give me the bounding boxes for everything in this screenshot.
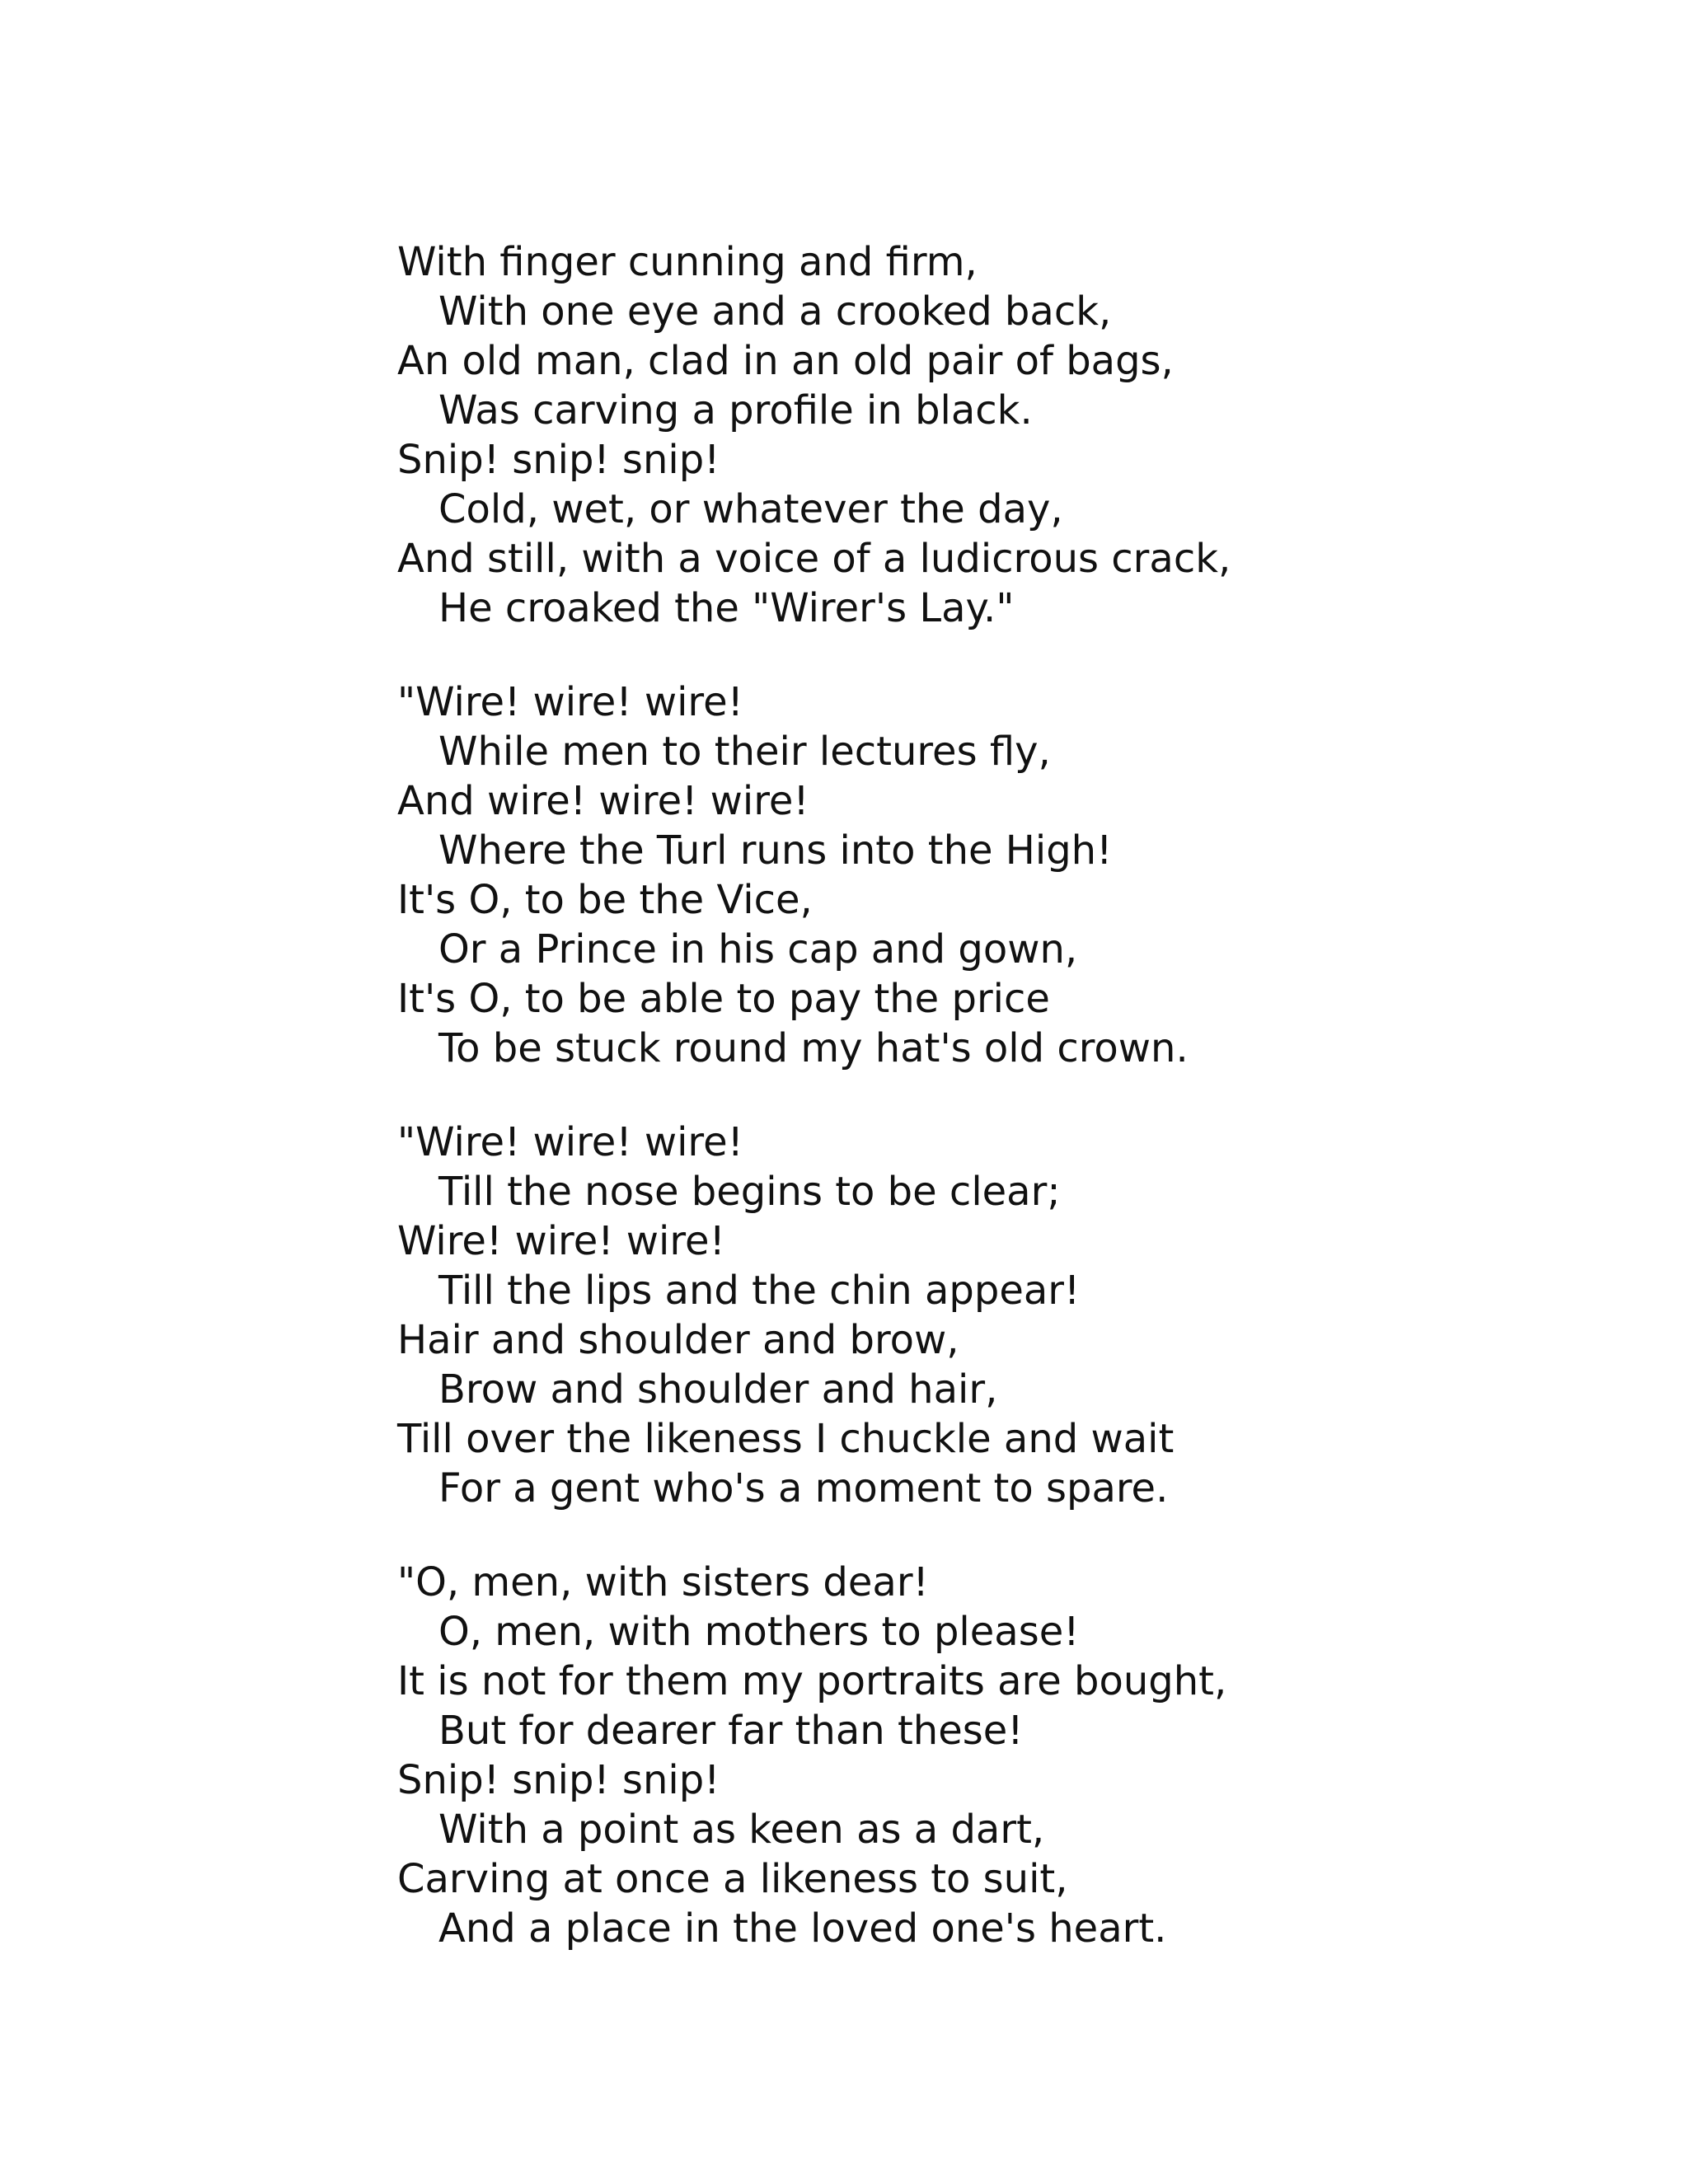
poem-line: "Wire! wire! wire! bbox=[397, 679, 743, 725]
poem-line: Snip! snip! snip! bbox=[397, 1757, 720, 1803]
poem-line: While men to their lectures fly, bbox=[438, 729, 1051, 775]
stanza-2 bbox=[397, 677, 1386, 1073]
poem-line: And wire! wire! wire! bbox=[397, 778, 809, 824]
poem-line: It's O, to be the Vice, bbox=[397, 877, 813, 923]
poem-line: And still, with a voice of a ludicrous crack, bbox=[397, 536, 1231, 582]
poem-line: Or a Prince in his cap and gown, bbox=[438, 926, 1078, 972]
poem-body bbox=[397, 237, 1386, 1998]
poem-line: And a place in the loved one's heart. bbox=[438, 1905, 1167, 1952]
poem-line: Till the nose begins to be clear; bbox=[438, 1169, 1061, 1215]
poem-line: Till the lips and the chin appear! bbox=[438, 1268, 1081, 1314]
poem-line: O, men, with mothers to please! bbox=[438, 1609, 1080, 1655]
poem-line: It's O, to be able to pay the price bbox=[397, 976, 1050, 1022]
poem-line: Cold, wet, or whatever the day, bbox=[438, 486, 1063, 532]
poem-line: With a point as keen as a dart, bbox=[438, 1807, 1045, 1853]
poem-line: An old man, clad in an old pair of bags, bbox=[397, 338, 1174, 384]
poem-line: But for dearer far than these! bbox=[438, 1708, 1024, 1754]
poem-line: Brow and shoulder and hair, bbox=[438, 1366, 998, 1413]
poem-line: "Wire! wire! wire! bbox=[397, 1119, 743, 1165]
poem-line: With one eye and a crooked back, bbox=[438, 288, 1112, 335]
poem-line: Hair and shoulder and brow, bbox=[397, 1317, 959, 1363]
poem-line: To be stuck round my hat's old crown. bbox=[438, 1025, 1189, 1071]
stanza-4 bbox=[397, 1558, 1386, 1953]
poem-line: He croaked the "Wirer's Lay." bbox=[438, 585, 1015, 631]
poem-line: With finger cunning and firm, bbox=[397, 239, 978, 285]
poem-line: "O, men, with sisters dear! bbox=[397, 1559, 929, 1605]
poem-line: Carving at once a likeness to suit, bbox=[397, 1856, 1068, 1902]
stanza-1 bbox=[397, 237, 1386, 633]
poem-line: Snip! snip! snip! bbox=[397, 437, 720, 483]
poem-line: It is not for them my portraits are bought, bbox=[397, 1658, 1227, 1704]
stanza-3 bbox=[397, 1118, 1386, 1513]
poem-line: Till over the likeness I chuckle and wait bbox=[397, 1416, 1175, 1462]
poem-line: For a gent who's a moment to spare. bbox=[438, 1465, 1169, 1511]
poem-line: Wire! wire! wire! bbox=[397, 1218, 725, 1264]
poem-line: Was carving a profile in black. bbox=[438, 387, 1033, 434]
poem-line: Where the Turl runs into the High! bbox=[438, 827, 1113, 874]
